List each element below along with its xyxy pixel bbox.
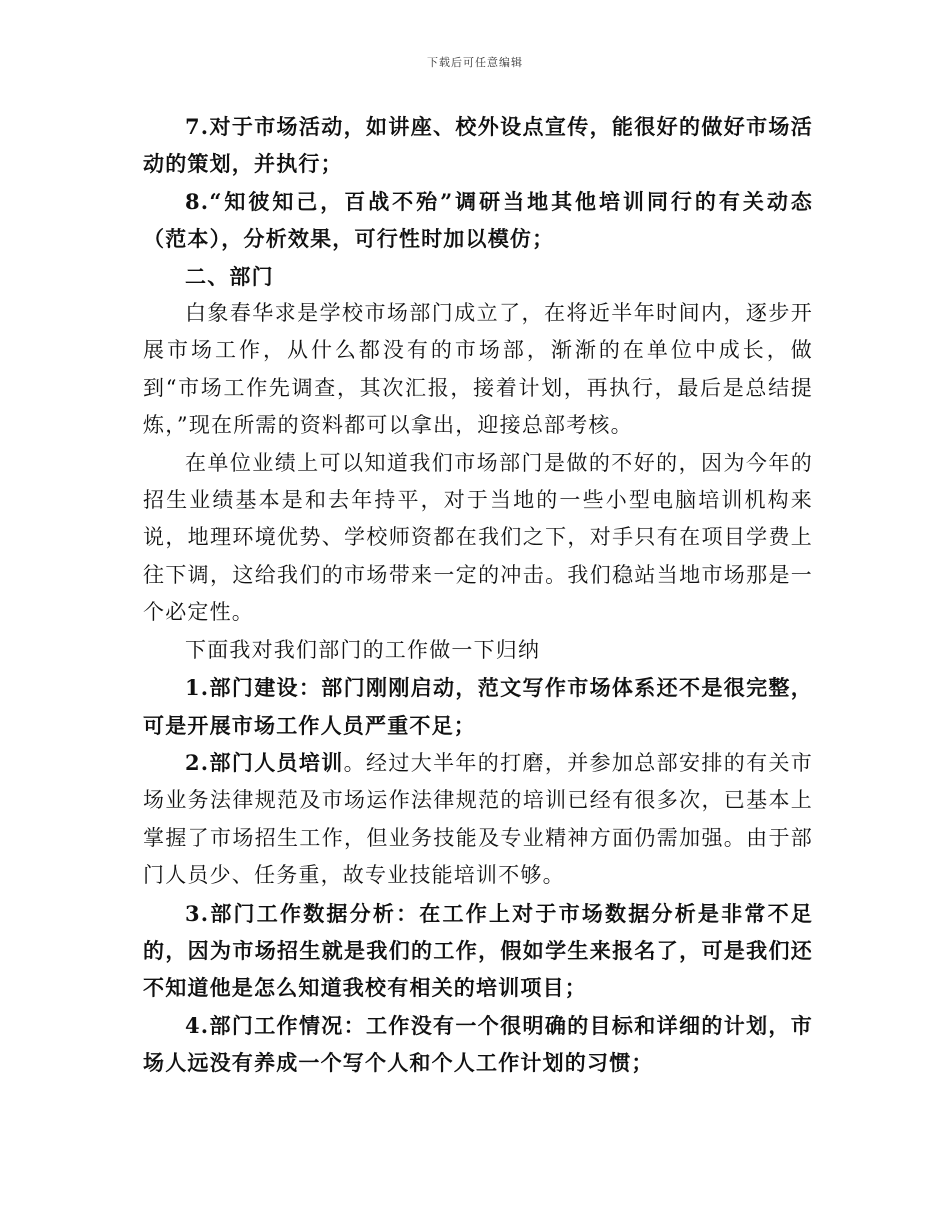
paragraph-point-1: 1.部门建设：部门刚刚启动，范文写作市场体系还不是很完整，可是开展市场工作人员严重不足； xyxy=(143,675,813,738)
paragraph-department-intro: 白象春华求是学校市场部门成立了，在将近半年时间内，逐步开展市场工作，从什么都没有的市场部，渐渐的在单位中成长，做到“市场工作先调查，其次汇报，接着计划，再执行，最后是总结提炼，”现在所需的资料都可以拿出，迎接总部考核。 xyxy=(143,301,813,438)
paragraph-point-3: 3.部门工作数据分析：在工作上对于市场数据分析是非常不足的，因为市场招生就是我们的工作，假如学生来报名了，可是我们还不知道他是怎么知道我校有相关的培训项目； xyxy=(143,900,813,1001)
point-2-body: 。经过大半年的打磨，并参加总部安排的有关市场业务法律规范及市场运作法律规范的培训已经有很多次，已基本上掌握了市场招生工作，但业务技能及专业精神方面仍需加强。由于部门人员少、任务重，故专业技能培训不够。 xyxy=(143,750,813,888)
page-header: 下载后可任意编辑 xyxy=(427,56,523,69)
document-body xyxy=(143,108,813,1082)
paragraph-point-4: 4.部门工作情况：工作没有一个很明确的目标和详细的计划，市场人远没有养成一个写个人和个人工作计划的习惯； xyxy=(143,1012,813,1076)
paragraph-item-8: 8.“知彼知己，百战不殆”调研当地其他培训同行的有关动态（范本），分析效果，可行性时加以模仿； xyxy=(143,188,813,252)
point-2-heading: 2.部门人员培训 xyxy=(185,749,344,775)
section-heading-department: 二、部门 xyxy=(185,263,274,289)
paragraph-summary-intro: 下面我对我们部门的工作做一下归纳 xyxy=(185,637,541,662)
paragraph-point-2 xyxy=(143,744,813,895)
paragraph-item-7: 7.对于市场活动，如讲座、校外设点宣传，能很好的做好市场活动的策划，并执行； xyxy=(143,114,813,177)
paragraph-performance: 在单位业绩上可以知道我们市场部门是做的不好的，因为今年的招生业绩基本是和去年持平，对于当地的一些小型电脑培训机构来说，地理环境优势、学校师资都在我们之下，对手只有在项目学费上往下调，这给我们的市场带来一定的冲击。我们稳站当地市场那是一个必定性。 xyxy=(143,450,813,625)
